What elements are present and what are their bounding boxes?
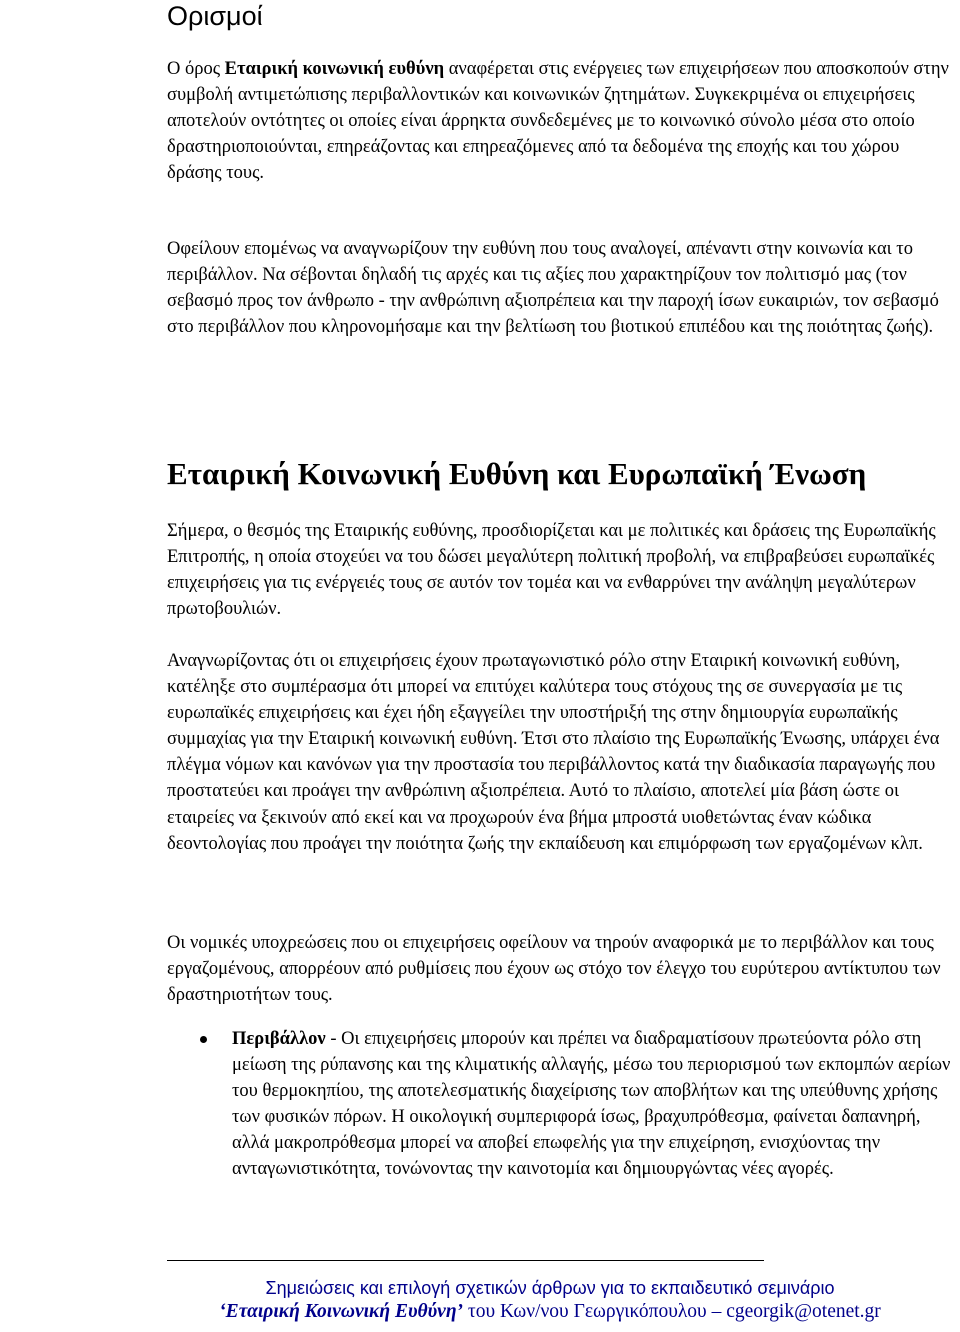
section-title-definitions: Ορισμοί [167,1,263,31]
paragraph-legal: Οι νομικές υποχρεώσεις που οι επιχειρήσεις οφείλουν να τηρούν αναφορικά με το περιβάλλον και τους εργαζομένους, απορρέουν από ρυθμίσεις που έχουν ως στόχο τον έλεγχο του ευρύτερου αντίκτυπου των δραστηριοτήτων τους. [167,933,941,1006]
paragraph-today: Σήμερα, ο θεσμός της Εταιρικής ευθύνης, προσδιορίζεται και με πολιτικές και δράσεις της Ευρωπαϊκής Επιτροπής, η οποία στοχεύει να του δώσει μεγαλύτερη πολιτική προβολή, να επιβραβεύσει ευρωπαϊκές επιχειρήσεις για τις ενέργειές τους σε αυτόν τον τομέα και να ενθαρρύνει την ανάληψη μεγαλύτερων πρωτοβουλιών. [167,521,936,620]
bullet-list [167,1026,957,1183]
bullet-term: Περιβάλλον [232,1029,326,1049]
footer-line-1: Σημειώσεις και επιλογή σχετικών άρθρων για το εκπαιδευτικό σεμινάριο [265,1278,835,1298]
bullet-text: - Οι επιχειρήσεις μπορούν και πρέπει να διαδραματίσουν πρωτεύοντα ρόλο στη μείωση της ρύπανσης και της κλιματικής αλλαγής, μέσω του περιορισμού των εκπομπών αερίων του θερμοκηπίου, της αποτελεσματικής διαχείρισης των αποβλήτων και της υπεύθυνης χρήσης των φυσικών πόρων. Η οικολογική συμπεριφορά ίσως, βραχυπρόθεσμα, φαίνεται δαπανηρή, αλλά μακροπρόθεσμα μπορεί να αποβεί επωφελής για την επιχείρηση, ενισχύοντας την ανταγωνιστικότητα, τονώνοντας την καινοτομία και δημιουργώντας νέες αγορές. [232,1029,951,1180]
term-bold: Εταιρική κοινωνική ευθύνη [224,59,445,79]
paragraph-obligations: Οφείλουν επομένως να αναγνωρίζουν την ευθύνη που τους αναλογεί, απέναντι στην κοινωνία και το περιβάλλον. Να σέβονται δηλαδή τις αρχές και τις αξίες που χαρακτηρίζουν τον πολιτισμό μας (τον σεβασμό προς τον άνθρωπο - την ανθρώπινη αξιοπρέπεια και την παροχή ίσων ευκαιριών, τον σεβασμό στο περιβάλλον που κληρονομήσαμε και την βελτίωση του βιοτικού επιπέδου και της ποιότητας ζωής). [167,239,939,338]
list-item [167,1026,957,1183]
footer [170,1276,930,1324]
paragraph-text: αναφέρεται στις ενέργειες των επιχειρήσεων που αποσκοπούν στην συμβολή αντιμετώπισης περιβαλλοντικών και κοινωνικών ζητημάτων. Συγκεκριμένα οι επιχειρήσεις αποτελούν οντότητες οι οποίες είναι άρρηκτα συνδεδεμένες με το κοινωνικό σύνολο μέσα στο οποίο δραστηριοποιούνται, επηρεάζοντας και επηρεαζόμενες από τα δεδομένα της εποχής και του χώρου δράσης τους. [167,59,949,184]
section-title-eu: Εταιρική Κοινωνική Ευθύνη και Ευρωπαϊκή Ένωση [167,456,867,491]
paragraph-text: Ο όρος [167,59,225,79]
footer-author: του Κων/νου Γεωργικόπουλου – cgeorgik@otenet.gr [463,1301,881,1322]
paragraph-definition [167,56,957,186]
bullet-dot-icon [200,1036,207,1043]
footer-line-2 [170,1300,930,1324]
footer-divider [167,1260,764,1261]
paragraph-recognizing: Αναγνωρίζοντας ότι οι επιχειρήσεις έχουν πρωταγωνιστικό ρόλο στην Εταιρική κοινωνική ευθύνη, κατέληξε στο συμπέρασμα ότι μπορεί να επιτύχει καλύτερα τους στόχους της σε συνεργασία με τις ευρωπαϊκές επιχειρήσεις και έχει ήδη εξαγγείλει την υποστήριξή της στην δημιουργία ευρωπαϊκής συμμαχίας για την Εταιρική κοινωνική ευθύνη. Έτσι στο πλαίσιο της Ευρωπαϊκής Ένωσης, υπάρχει ένα πλέγμα νόμων και κανόνων για την προστασία του περιβάλλοντος κατά την διαδικασία παραγωγής που προστατεύει και προάγει την ανθρώπινη αξιοπρέπεια. Αυτό το πλαίσιο, αποτελεί μία βάση ώστε οι εταιρείες να ξεκινούν από εκεί και να προχωρούν ένα βήμα μπροστά υιοθετώντας έναν κώδικα δεοντολογίας που προάγει την ποιότητα ζωής την εκπαίδευση και επιμόρφωση των εργαζομένων κλπ. [167,651,940,854]
footer-course-title: ‘Εταιρική Κοινωνική Ευθύνη’ [219,1301,464,1322]
